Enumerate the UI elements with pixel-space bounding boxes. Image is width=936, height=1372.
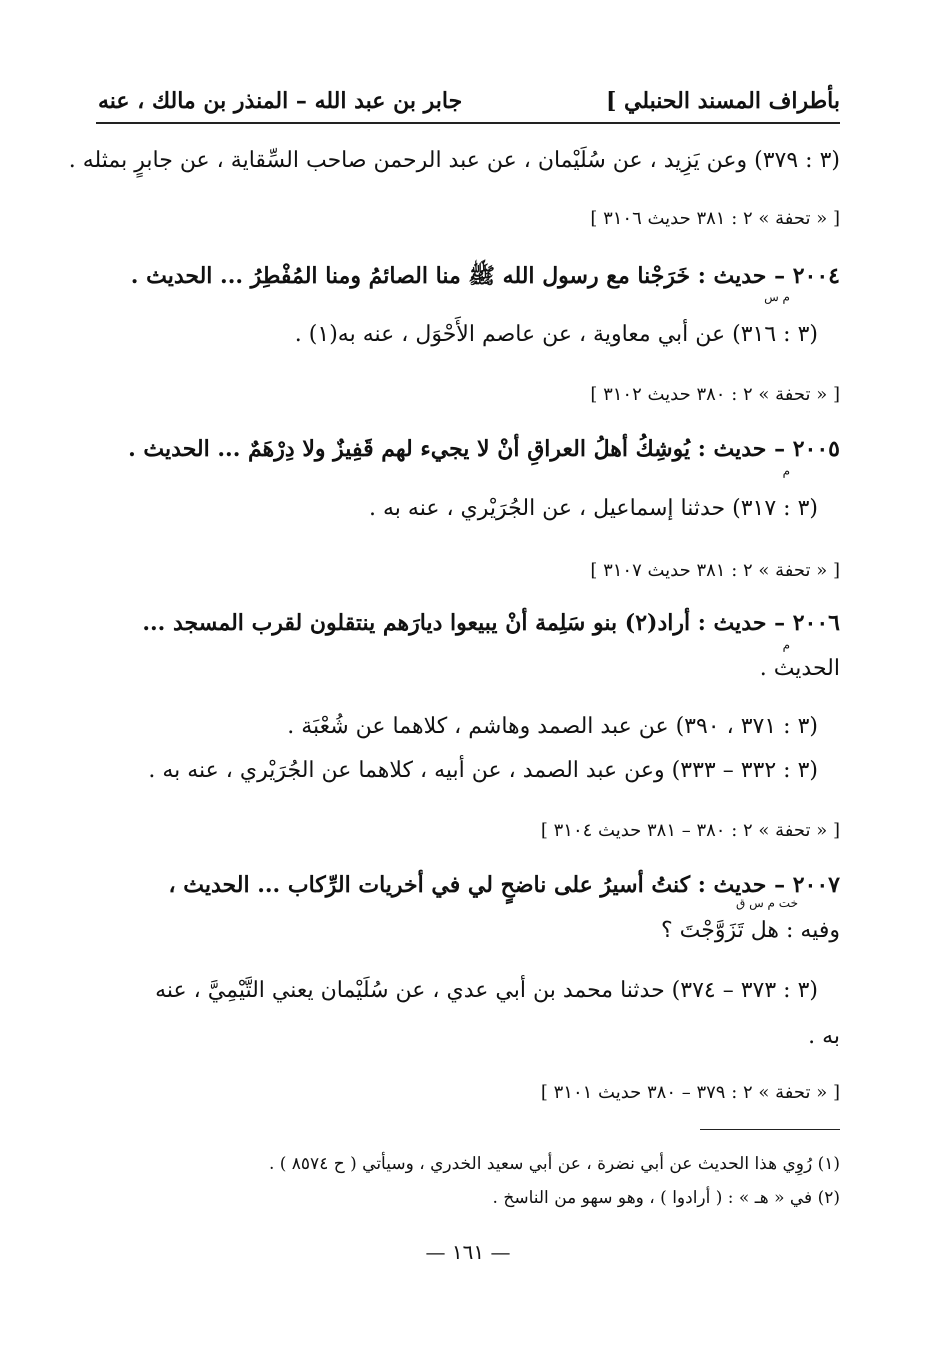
running-header-title: بأطراف المسند الحنبلي ] (605, 88, 840, 114)
text-line: (٣ : ٣٧١ ، ٣٩٠) عن عبد الصمد وهاشم ، كلاهما عن شُعْبَة . (287, 714, 818, 739)
text-line: (٣ : ٣٧٣ – ٣٧٤) حدثنا محمد بن أبي عدي ، عن سُلَيْمان يعني التَّيْمِيَّ ، عنه (155, 978, 818, 1003)
header-rule (96, 122, 840, 124)
hadith-2007: ٢٠٠٧ – حديث : كنتُ أسيرُ على ناضحٍ لي في أخريات الرِّكاب ... الحديث ، (168, 872, 840, 898)
hadith-sigla: م (782, 464, 790, 478)
text-line: (٣ : ٣١٧) حدثنا إسماعيل ، عن الجُرَيْري ، عنه به . (369, 496, 818, 521)
text-line: (٣ : ٣١٦) عن أبي معاوية ، عن عاصم الأَحْوَل ، عنه به(١) . (294, 322, 818, 347)
text-line: وفيه : هل تَزَوَّجْتَ ؟ (661, 918, 840, 943)
footnote: (٢) في « هـ » : ( أرادوا ) ، وهو سهو من الناسخ . (492, 1188, 840, 1208)
tuhfa-reference: [ « تحفة » ٢ : ٣٨٠ – ٣٨١ حديث ٣١٠٤ ] (540, 820, 840, 841)
tuhfa-reference: [ « تحفة » ٢ : ٣٨١ حديث ٣١٠٦ ] (590, 208, 840, 229)
footnote: (١) رُوِي هذا الحديث عن أبي نضرة ، عن أبي سعيد الخدري ، وسيأتي ( ح ٨٥٧٤ ) . (268, 1154, 840, 1174)
hadith-sigla: خت م س ق (735, 896, 798, 910)
text-line: (٣ : ٣٧٩) وعن يَزِيد ، عن سُلَيْمان ، عن عبد الرحمن صاحب السِّقاية ، عن جابرٍ بمثله . (68, 148, 840, 173)
tuhfa-reference: [ « تحفة » ٢ : ٣٨١ حديث ٣١٠٧ ] (590, 560, 840, 581)
hadith-2006: ٢٠٠٦ – حديث : أراد(٢) بنو سَلِمة أنْ يبيعوا ديارَهم ينتقلون لقرب المسجد ... (142, 610, 840, 636)
hadith-2004: ٢٠٠٤ – حديث : خَرَجْنا مع رسول الله ﷺ منا الصائمُ ومنا المُفْطِرُ ... الحديث . (130, 263, 840, 289)
hadith-2005: ٢٠٠٥ – حديث : يُوشِكُ أهلُ العراقِ أنْ لا يجيء لهم قَفِيزٌ ولا دِرْهَمٌ ... الحديث . (128, 436, 840, 462)
hadith-sigla: م (782, 638, 790, 652)
tuhfa-reference: [ « تحفة » ٢ : ٣٨٠ حديث ٣١٠٢ ] (590, 384, 840, 405)
tuhfa-reference: [ « تحفة » ٢ : ٣٧٩ – ٣٨٠ حديث ٣١٠١ ] (540, 1082, 840, 1103)
running-header-section: جابر بن عبد الله – المنذر بن مالك ، عنه (98, 88, 463, 114)
hadith-sigla: م س (764, 290, 790, 304)
text-line: (٣ : ٣٣٢ – ٣٣٣) وعن عبد الصمد ، عن أبيه ، كلاهما عن الجُرَيْري ، عنه به . (148, 758, 818, 783)
text-line: به . (808, 1024, 840, 1049)
text-line: الحديث . (759, 656, 840, 681)
page-number: — ١٦١ — (425, 1240, 511, 1264)
footnote-rule (700, 1129, 840, 1130)
